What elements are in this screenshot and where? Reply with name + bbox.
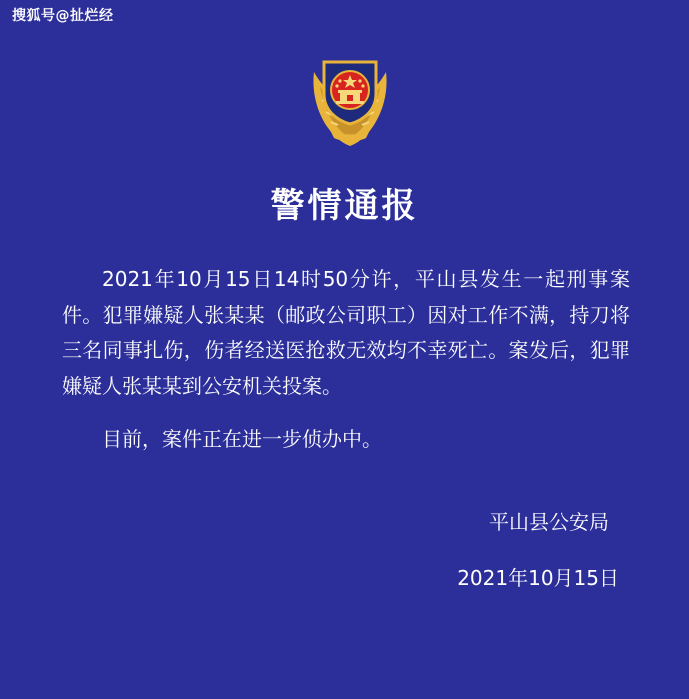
police-emblem-icon xyxy=(300,50,400,150)
issue-date: 2021年10月15日 xyxy=(457,566,619,590)
notice-title: 警情通报 xyxy=(270,186,419,226)
watermark: 搜狐号@扯烂经 xyxy=(12,8,114,24)
notice-paragraph-status: 目前，案件正在进一步侦办中。 xyxy=(102,427,382,451)
issuer-signature: 平山县公安局 xyxy=(489,510,609,534)
notice-body xyxy=(62,262,630,458)
notice-paragraph-incident: 2021年10月15日14时50分许，平山县发生一起刑事案件。犯罪嫌疑人张某某（邮政公司职工）因对工作不满，持刀将三名同事扎伤，伤者经送医抢救无效均不幸死亡。案发后，犯罪嫌疑人张某某到公安机关投案。 xyxy=(62,267,630,398)
